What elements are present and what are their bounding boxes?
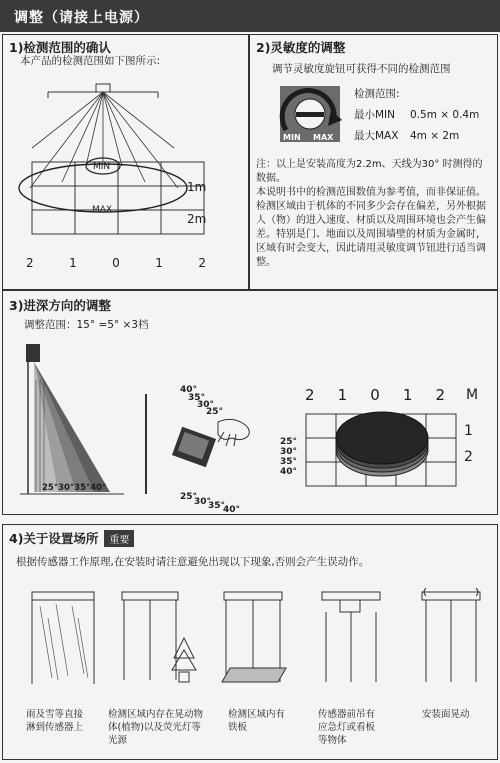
caption-hanging-sign: 传感器前吊有应急灯或看板等物体 (318, 709, 376, 746)
beam-angle-label: 25°30°35°40° (42, 483, 107, 493)
axis-label: 0 (112, 256, 120, 270)
tilt-angle-bottom: 30° (194, 497, 212, 507)
knob-min-label: MIN (283, 133, 301, 142)
section3-title: 3)进深方向的调整 (9, 298, 111, 313)
distance-2m: 2m (187, 212, 207, 226)
axis-label: 1 (69, 256, 77, 270)
grid-axis-label: 1 (402, 386, 413, 404)
caption-shaking-mount: 安装面晃动 (422, 709, 470, 720)
grid-axis-label: 2 (305, 386, 315, 404)
section1-intro: 本产品的检测范围如下图所示: (20, 55, 161, 67)
axis-label: 2 (26, 256, 34, 270)
grid-row-1: 1 (464, 423, 473, 439)
beam-angle-diagram (20, 340, 130, 500)
sensor-box (96, 84, 110, 92)
depth-range-grid (300, 410, 460, 490)
note-paragraph: 注：以上是安装高度为2.2m、天线为30° 时测得的数据。 (256, 159, 483, 184)
section3-range-text: 调整范围：15° =5° ×3档 (24, 319, 149, 331)
tilt-angle-top: 30° (197, 400, 215, 410)
scenario-shaking-mount (418, 588, 488, 688)
tilt-angle-bottom: 25° (180, 492, 198, 502)
tilt-angle-top: 25° (206, 407, 224, 417)
grid-axis-label: 0 (370, 386, 380, 404)
max-label: MAX (92, 205, 113, 215)
page-title: 调整（请接上电源） (14, 10, 149, 26)
caption-rain-snow: 雨及雪等直接淋到传感器上 (26, 709, 84, 733)
axis-label: 1 (155, 256, 163, 270)
scenario-rain-snow (28, 588, 98, 688)
header-bar (0, 0, 500, 32)
range-label: 检测范围: (354, 88, 400, 100)
section4-title (9, 529, 134, 547)
grid-axis-label: 2 (435, 386, 445, 404)
important-badge: 重要 (104, 530, 134, 547)
section1-axis (26, 256, 206, 270)
scenario-hanging-sign (318, 588, 388, 688)
caption-iron-plate: 检测区域内有铁板 (228, 709, 286, 733)
knob-max-label: MAX (313, 133, 334, 142)
caption-moving-objects: 检测区域内存在晃动物体(植物)以及荧光灯等光源 (108, 709, 204, 746)
grid-angle-left: 35° (280, 457, 298, 467)
tilt-adjust-diagram (140, 392, 270, 512)
tilt-angle-bottom: 40° (223, 505, 241, 515)
section2-intro: 调节灵敏度旋钮可获得不同的检测范围 (272, 63, 451, 75)
grid-angle-left: 40° (280, 467, 298, 477)
section4-intro: 根据传感器工作原理,在安装时请注意避免出现以下现象,否则会产生误动作。 (16, 556, 370, 568)
grid-row-2: 2 (464, 449, 473, 465)
note-paragraph: 本说明书中的检测范围数值为参考值，而非保证值。 (256, 187, 486, 198)
note-paragraph: 检测区域由于机体的不同多少会存在偏差，另外根据人（物）的进入速度、材质以及周围环境也会产生偏差。特别是门、地面以及周围墙壁的材质为金属时，区域有时会变大，因此请用灵敏度调节钮进行适当调整。 (256, 201, 486, 268)
grid-unit: M (466, 387, 479, 403)
tilt-angle-bottom: 35° (208, 501, 226, 511)
grid-angle-left: 30° (280, 447, 298, 457)
section1-title: 1)检测范围的确认 (9, 40, 111, 55)
grid-angle-left: 25° (280, 437, 298, 447)
depth-grid-axis (305, 386, 445, 404)
section4-title-text: 4)关于设置场所 (9, 531, 99, 546)
max-row-value: 4m × 2m (410, 130, 460, 142)
axis-label: 2 (198, 256, 206, 270)
scenario-moving-objects (118, 588, 198, 688)
tilt-angle-top: 40° (180, 385, 198, 395)
section2-title: 2)灵敏度的调整 (256, 40, 346, 55)
max-row-label: 最大MAX (354, 130, 399, 142)
distance-1m: 1m (187, 180, 207, 194)
min-row-label: 最小MIN (354, 109, 396, 121)
section2-notes (256, 158, 490, 270)
min-row-value: 0.5m × 0.4m (410, 109, 480, 121)
tilt-angle-top: 35° (188, 393, 206, 403)
scenario-iron-plate (220, 588, 290, 688)
min-label: MIN (93, 162, 111, 172)
grid-axis-label: 1 (337, 386, 348, 404)
